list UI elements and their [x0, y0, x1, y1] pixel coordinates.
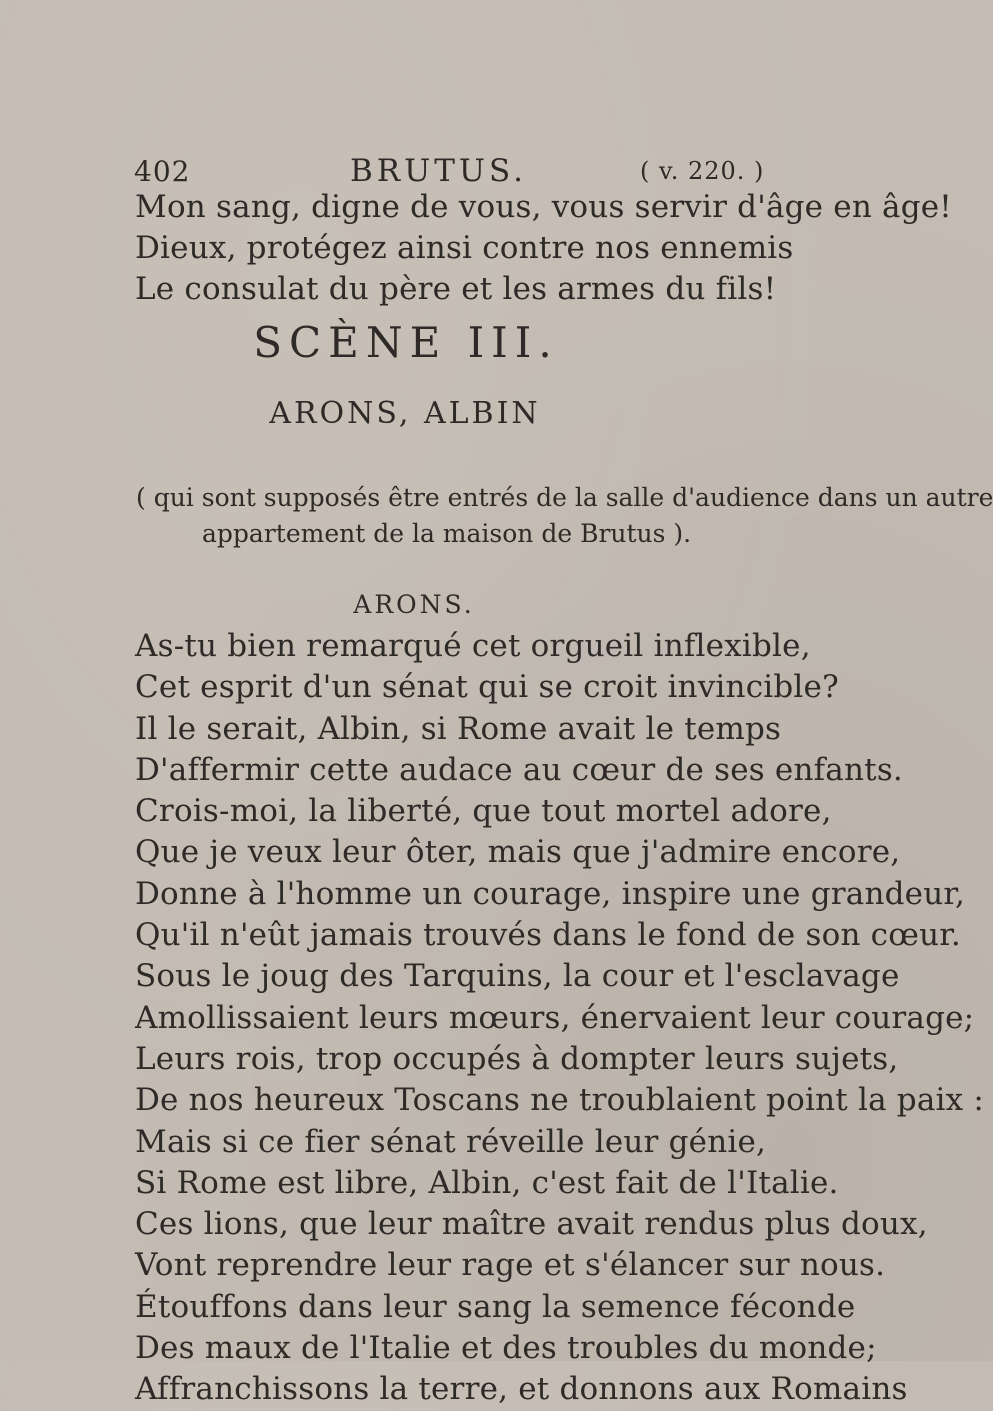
verse-block-top: [135, 187, 952, 310]
verse-line: Des maux de l'Italie et des troubles du monde;: [135, 1330, 877, 1367]
verse-line: Que je veux leur ôter, mais que j'admire encore,: [135, 834, 901, 871]
verse-line: Étouffons dans leur sang la semence féconde: [135, 1288, 856, 1325]
verse-line: D'affermir cette audace au cœur de ses enfants.: [135, 751, 903, 788]
verse-line: Il le serait, Albin, si Rome avait le temps: [135, 710, 782, 747]
scene-heading: SCÈNE III.: [253, 318, 559, 367]
verse-line: Le consulat du père et les armes du fils!: [135, 271, 777, 307]
verse-line: Amollissaient leurs mœurs, énervaient leur courage;: [135, 999, 975, 1036]
verse-line: Vont reprendre leur rage et s'élancer sur nous.: [135, 1247, 886, 1284]
verse-line: As-tu bien remarqué cet orgueil inflexible,: [135, 628, 811, 664]
verse-line: Leurs rois, trop occupés à dompter leurs sujets,: [135, 1040, 899, 1077]
running-head: [0, 155, 800, 191]
verse-line: De nos heureux Toscans ne troublaient point la paix :: [135, 1082, 985, 1119]
speaker-name: ARONS.: [353, 590, 475, 619]
verse-line: Donne à l'homme un courage, inspire une grandeur,: [135, 875, 966, 912]
verse-line: Dieux, protégez ainsi contre nos ennemis: [135, 230, 794, 266]
verse-line: Crois-moi, la liberté, que tout mortel adore,: [135, 793, 832, 830]
verse-line: Affranchissons la terre, et donnons aux Romains: [135, 1371, 908, 1408]
verse-line: Cet esprit d'un sénat qui se croit invincible?: [135, 669, 839, 706]
stage-direction-line: appartement de la maison de Brutus ).: [202, 519, 692, 548]
verse-line: Si Rome est libre, Albin, c'est fait de l'Italie.: [135, 1164, 839, 1201]
stage-direction-line: ( qui sont supposés être entrés de la salle d'audience dans un autre: [136, 483, 993, 512]
verse-line: Qu'il n'eût jamais trouvés dans le fond de son cœur.: [135, 917, 961, 954]
scene-characters: ARONS, ALBIN: [269, 396, 541, 431]
verse-line: Mais si ce fier sénat réveille leur génie,: [135, 1123, 767, 1160]
verse-line: Sous le joug des Tarquins, la cour et l'esclavage: [135, 958, 900, 995]
verse-line: Mon sang, digne de vous, vous servir d'âge en âge!: [135, 189, 952, 225]
verse-line: Ces lions, que leur maître avait rendus plus doux,: [135, 1206, 928, 1243]
speech-verse-block: [135, 626, 985, 1411]
book-title: BRUTUS.: [350, 153, 528, 189]
page-number: 402: [134, 155, 191, 188]
verse-reference: ( v. 220. ): [640, 157, 765, 185]
